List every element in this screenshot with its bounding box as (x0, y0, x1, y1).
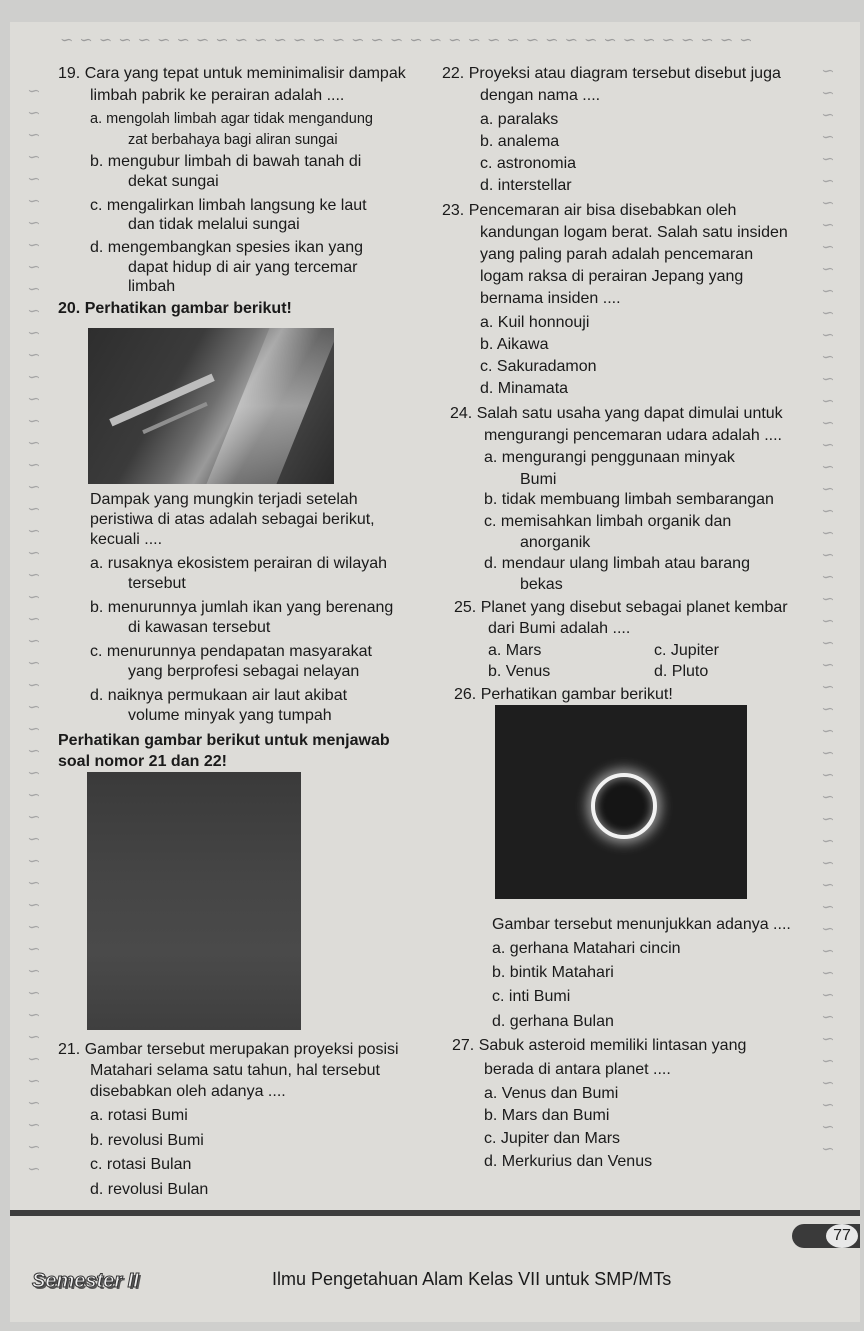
q23-option-b[interactable]: b. Aikawa (480, 336, 549, 353)
q23-stem-line5: bernama insiden .... (480, 290, 621, 307)
q21-stem-line2: Matahari selama satu tahun, hal tersebut (90, 1062, 380, 1079)
q26-option-b[interactable]: b. bintik Matahari (492, 964, 614, 981)
q23-stem-line4: logam raksa di perairan Jepang yang (480, 268, 744, 285)
q24-option-c[interactable]: c. memisahkan limbah organik dan (484, 513, 732, 530)
q23-option-d[interactable]: d. Minamata (480, 380, 569, 397)
q21-stem-line3: disebabkan oleh adanya .... (90, 1083, 286, 1100)
wave-foam (206, 328, 339, 484)
q20-option-d[interactable]: d. naiknya permukaan air laut akibat (90, 687, 348, 704)
q27-option-c[interactable]: c. Jupiter dan Mars (484, 1130, 621, 1147)
oil-spill-photo (88, 328, 334, 484)
q20-option-a-cont: tersebut (128, 575, 186, 592)
q24-option-d-cont: bekas (520, 576, 563, 593)
q20-option-c-cont: yang berprofesi sebagai nelayan (128, 663, 360, 680)
q19-option-c[interactable]: c. mengalirkan limbah langsung ke laut (90, 197, 367, 214)
semester-label: Semester II (32, 1270, 139, 1292)
footer-divider (10, 1210, 860, 1216)
q25-stem-line2: dari Bumi adalah .... (488, 620, 631, 637)
eclipse-ring (591, 773, 657, 839)
q19-option-d-cont1: dapat hidup di air yang tercemar (128, 259, 358, 276)
q19-option-c-cont: dan tidak melalui sungai (128, 216, 300, 233)
q19-option-b[interactable]: b. mengubur limbah di bawah tanah di (90, 153, 362, 170)
q20-option-d-cont: volume minyak yang tumpah (128, 707, 332, 724)
q24-option-d[interactable]: d. mendaur ulang limbah atau barang (484, 555, 750, 572)
q20-option-b[interactable]: b. menurunnya jumlah ikan yang berenang (90, 599, 394, 616)
analemma-photo (87, 772, 301, 1030)
q20-option-c[interactable]: c. menurunnya pendapatan masyarakat (90, 643, 372, 660)
q26-option-d[interactable]: d. gerhana Bulan (492, 1013, 614, 1030)
q21-option-b[interactable]: b. revolusi Bumi (90, 1132, 204, 1149)
decorative-border-left: ∽ ∽ ∽ ∽ ∽ ∽ ∽ ∽ ∽ ∽ ∽ ∽ ∽ ∽ ∽ ∽ ∽ ∽ ∽ ∽ ∽ ∽ ∽ ∽ ∽ ∽ ∽ ∽ ∽ ∽ ∽ ∽ ∽ ∽ ∽ ∽ ∽ ∽ ∽ ∽ ∽ ∽ ∽ ∽ ∽ ∽ ∽ ∽ ∽ ∽ (27, 81, 41, 1178)
q25-option-b[interactable]: b. Venus (488, 663, 551, 680)
q19-option-a[interactable]: a. mengolah limbah agar tidak mengandung (90, 111, 373, 127)
q20-stem: 20. Perhatikan gambar berikut! (58, 300, 292, 317)
q21-option-c[interactable]: c. rotasi Bulan (90, 1156, 192, 1173)
q26-option-c[interactable]: c. inti Bumi (492, 988, 571, 1005)
q25-option-d[interactable]: d. Pluto (654, 663, 709, 680)
instruction-line2: soal nomor 21 dan 22! (58, 753, 227, 770)
q27-option-b[interactable]: b. Mars dan Bumi (484, 1107, 610, 1124)
annular-eclipse-photo (495, 705, 747, 899)
q23-option-c[interactable]: c. Sakuradamon (480, 358, 597, 375)
q19-option-d-cont2: limbah (128, 278, 176, 295)
q25-option-a[interactable]: a. Mars (488, 642, 542, 659)
q22-stem-line1: 22. Proyeksi atau diagram tersebut disebut juga (442, 65, 781, 82)
book-title: Ilmu Pengetahuan Alam Kelas VII untuk SMP/MTs (272, 1269, 672, 1289)
q20-option-a[interactable]: a. rusaknya ekosistem perairan di wilayah (90, 555, 388, 572)
q25-option-c[interactable]: c. Jupiter (654, 642, 719, 659)
q20-question-line1: Dampak yang mungkin terjadi setelah (90, 491, 358, 508)
q24-option-a[interactable]: a. mengurangi penggunaan minyak (484, 449, 735, 466)
decorative-border-right: ∽ ∽ ∽ ∽ ∽ ∽ ∽ ∽ ∽ ∽ ∽ ∽ ∽ ∽ ∽ ∽ ∽ ∽ ∽ ∽ ∽ ∽ ∽ ∽ ∽ ∽ ∽ ∽ ∽ ∽ ∽ ∽ ∽ ∽ ∽ ∽ ∽ ∽ ∽ ∽ ∽ ∽ ∽ ∽ ∽ ∽ ∽ ∽ ∽ ∽ (821, 61, 835, 1158)
q26-stem: 26. Perhatikan gambar berikut! (454, 686, 673, 703)
page-number: 77 (826, 1224, 858, 1248)
q20-question-line2: peristiwa di atas adalah sebagai berikut, (90, 511, 375, 528)
q23-stem-line1: 23. Pencemaran air bisa disebabkan oleh (442, 202, 737, 219)
q21-option-d[interactable]: d. revolusi Bulan (90, 1181, 209, 1198)
q24-option-c-cont: anorganik (520, 534, 591, 551)
q19-option-a-cont: zat berbahaya bagi aliran sungai (128, 132, 338, 148)
q22-stem-line2: dengan nama .... (480, 87, 601, 104)
q27-option-d[interactable]: d. Merkurius dan Venus (484, 1153, 653, 1170)
q24-option-a-cont: Bumi (520, 471, 557, 488)
q24-option-b[interactable]: b. tidak membuang limbah sembarangan (484, 491, 774, 508)
q21-stem-line1: 21. Gambar tersebut merupakan proyeksi posisi (58, 1041, 399, 1058)
q26-option-a[interactable]: a. gerhana Matahari cincin (492, 940, 681, 957)
q21-option-a[interactable]: a. rotasi Bumi (90, 1107, 188, 1124)
q24-stem-line2: mengurangi pencemaran udara adalah .... (484, 427, 782, 444)
q19-stem-line1: 19. Cara yang tepat untuk meminimalisir dampak (58, 65, 406, 82)
q19-option-d[interactable]: d. mengembangkan spesies ikan yang (90, 239, 364, 256)
instruction-line1: Perhatikan gambar berikut untuk menjawab (58, 732, 390, 749)
decorative-border-top: ∽∽∽∽∽∽∽∽∽∽∽∽∽∽∽∽∽∽∽∽∽∽∽∽∽∽∽∽∽∽∽∽∽∽∽∽ (60, 30, 759, 49)
q27-option-a[interactable]: a. Venus dan Bumi (484, 1085, 619, 1102)
q22-option-a[interactable]: a. paralaks (480, 111, 559, 128)
q19-option-b-cont: dekat sungai (128, 173, 219, 190)
q22-option-d[interactable]: d. interstellar (480, 177, 572, 194)
tanker-ship (109, 374, 215, 427)
q27-stem-line2: berada di antara planet .... (484, 1061, 671, 1078)
q22-option-b[interactable]: b. analema (480, 133, 560, 150)
q23-option-a[interactable]: a. Kuil honnouji (480, 314, 590, 331)
q27-stem-line1: 27. Sabuk asteroid memiliki lintasan yang (452, 1037, 747, 1054)
q20-question-line3: kecuali .... (90, 531, 163, 548)
q23-stem-line3: yang paling parah adalah pencemaran (480, 246, 754, 263)
q19-stem-line2: limbah pabrik ke perairan adalah .... (90, 87, 345, 104)
q26-question: Gambar tersebut menunjukkan adanya .... (492, 916, 791, 933)
q22-option-c[interactable]: c. astronomia (480, 155, 577, 172)
q23-stem-line2: kandungan logam berat. Salah satu insiden (480, 224, 788, 241)
q20-option-b-cont: di kawasan tersebut (128, 619, 271, 636)
q25-stem-line1: 25. Planet yang disebut sebagai planet kembar (454, 599, 788, 616)
q24-stem-line1: 24. Salah satu usaha yang dapat dimulai untuk (450, 405, 783, 422)
